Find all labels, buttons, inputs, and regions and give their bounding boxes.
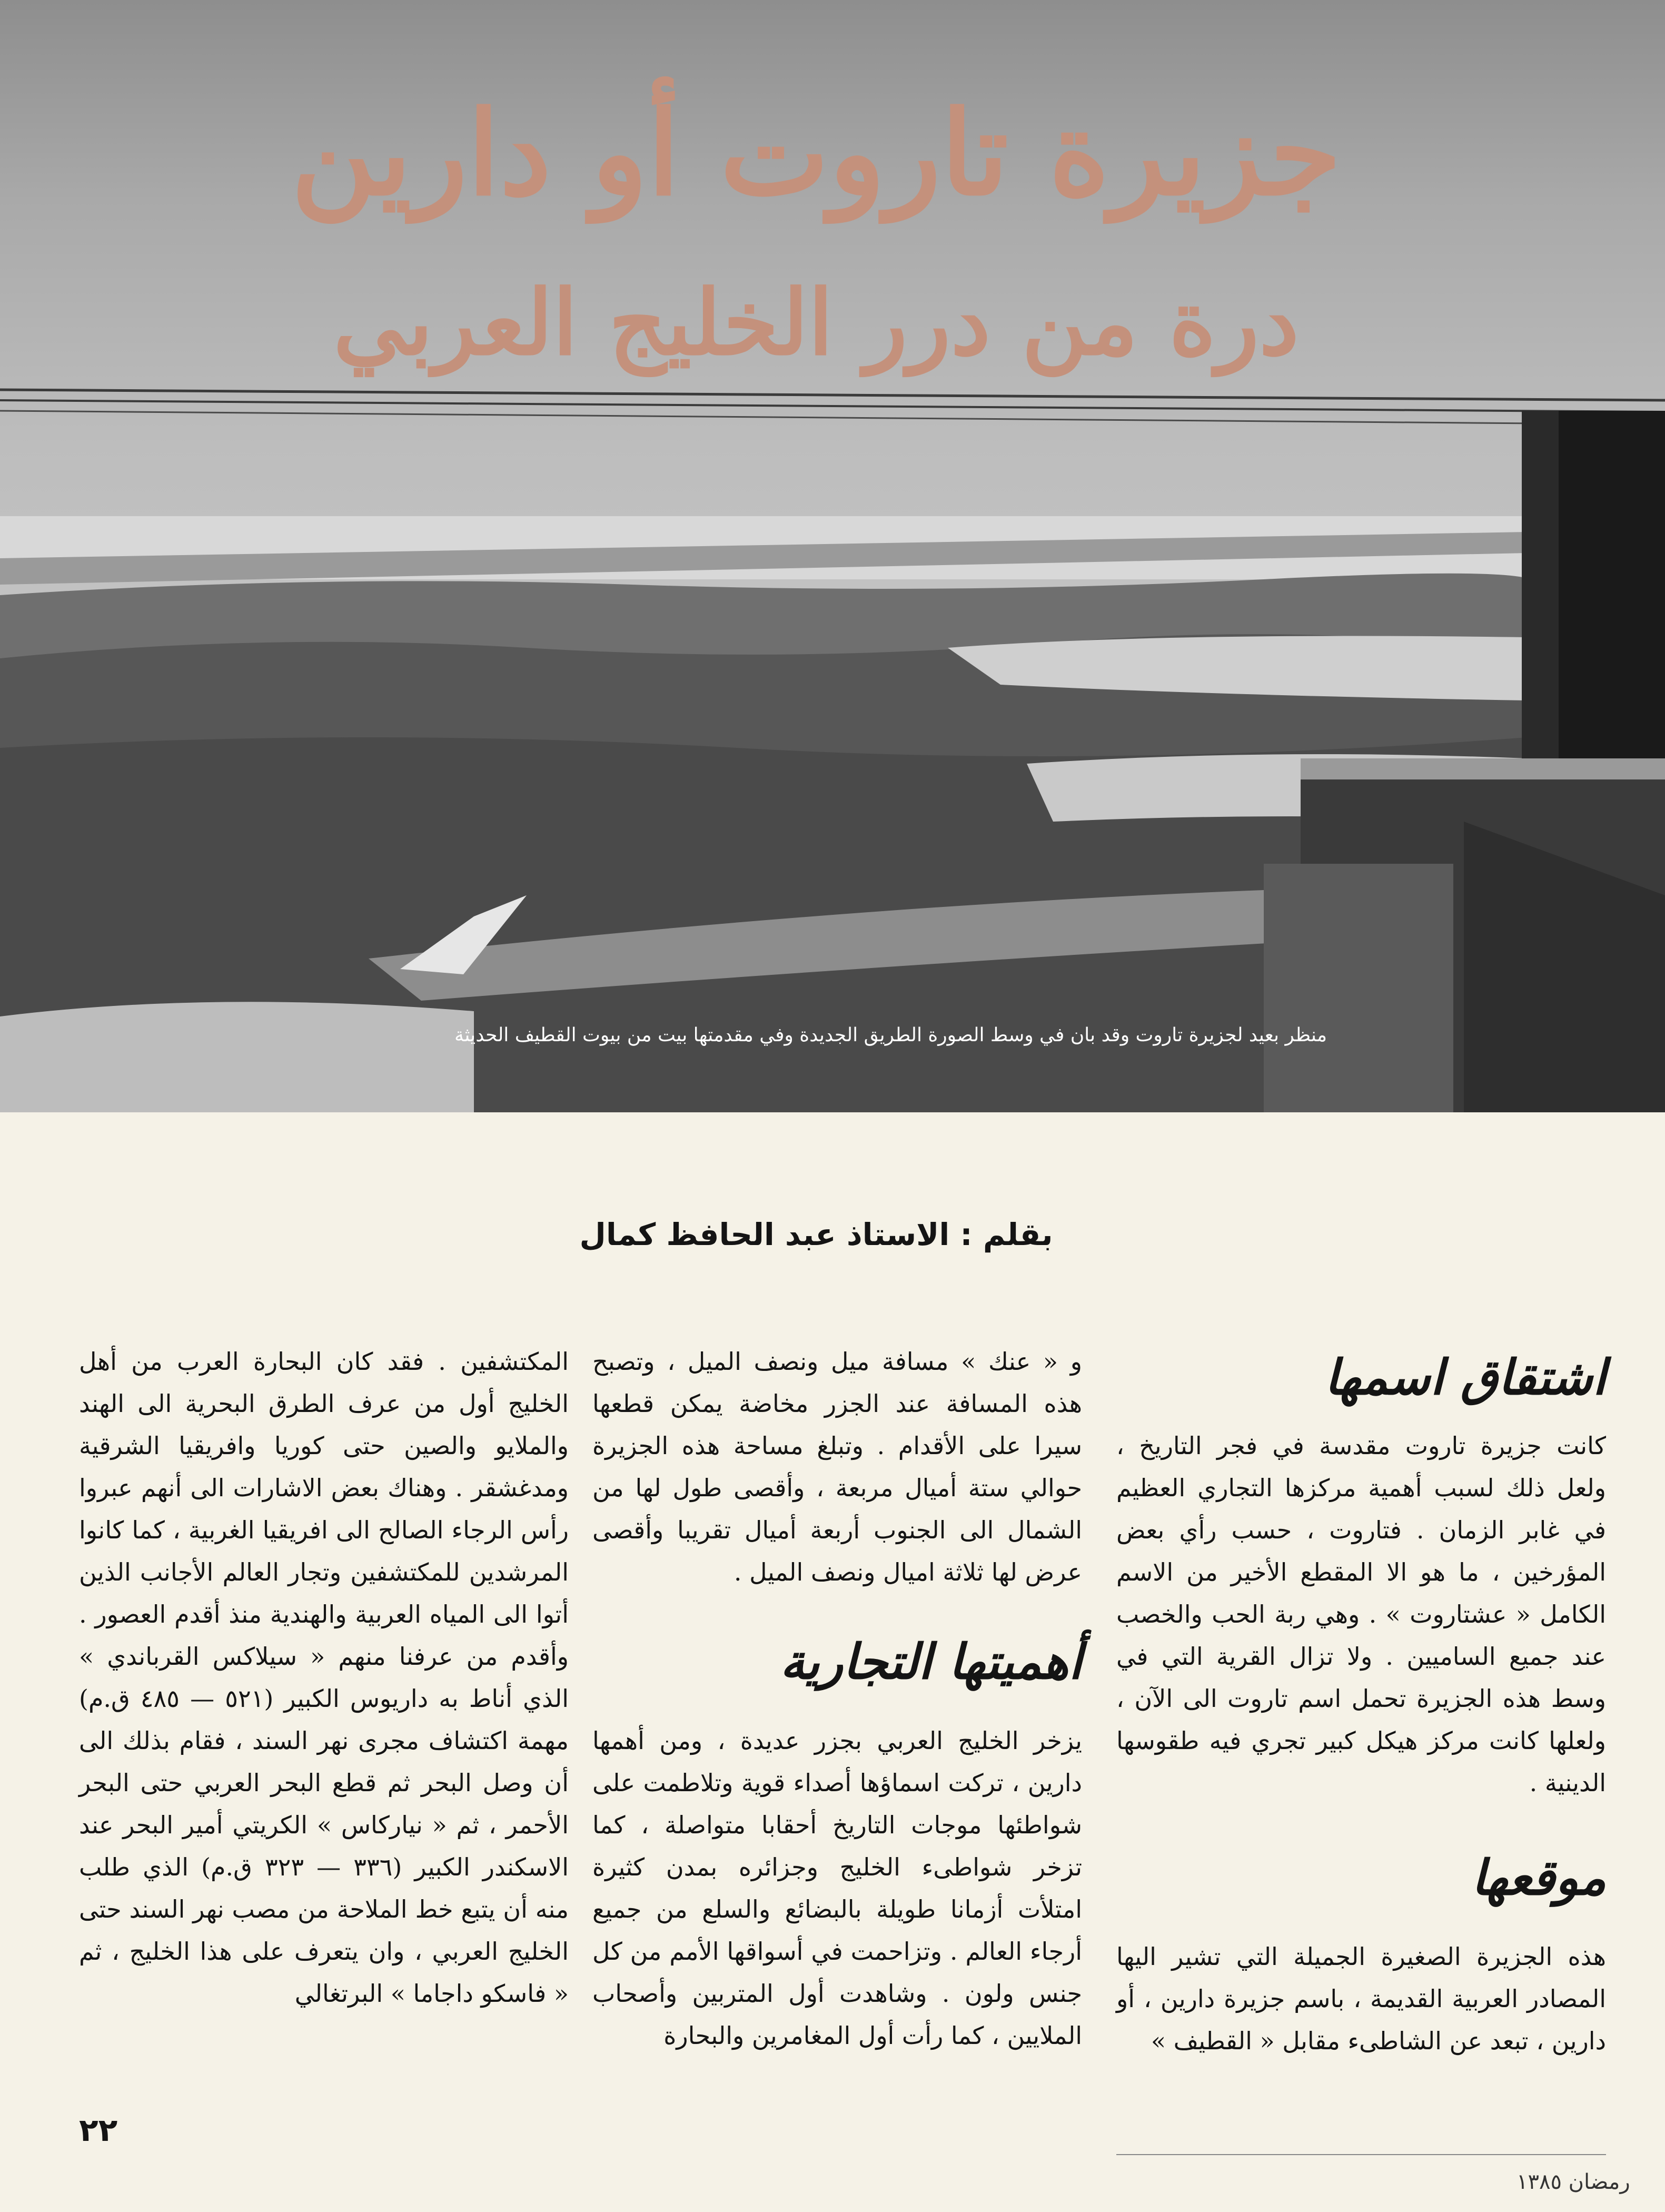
section-heading-trade-importance: أهميتها التجارية [780, 1633, 1082, 1690]
column-middle [592, 1340, 1082, 2057]
page-number: ٢٢ [79, 2112, 118, 2149]
column-left [79, 1340, 569, 2014]
article-subtitle: درة من درر الخليج العربي [333, 270, 1299, 376]
section-heading-location: موقعها [1471, 1849, 1606, 1906]
issue-date: رمضان ١٣٨٥ [1517, 2170, 1630, 2194]
column-right [1116, 1340, 1606, 2062]
author-byline: بقلم : الاستاذ عبد الحافظ كمال [579, 1217, 1053, 1252]
photo-caption: منظر بعيد لجزيرة تاروت وقد بان في وسط الصورة الطريق الجديدة وفي مقدمتها بيت من بيوت القطيف الحديثة [454, 1024, 1327, 1046]
paragraph-explorers: المكتشفين . فقد كان البحارة العرب من أهل الخليج أول من عرف الطرق البحرية الى الهند والملايو والصين حتى كوريا وافريقيا الشرقية ومدغشقر . وهناك بعض الاشارات الى أنهم عبروا رأس الرجاء الصالح الى افريقيا الغربية ، كما كانوا المرشدين للمكتشفين وتجار العالم الأجانب الذين أتوا الى المياه العربية والهندية منذ أقدم العصور . وأقدم من عرفنا منهم « سيلاكس القرباندي » الذي أناط به داريوس الكبير (٥٢١ — ٤٨٥ ق.م) مهمة اكتشاف مجرى نهر السند ، فقام بذلك الى أن وصل البحر ثم قطع البحر العربي حتى البحر الأحمر ، ثم « نياركاس » الكريتي أمير البحر عند الاسكندر الكبير (٣٣٦ — ٣٢٣ ق.م) الذي طلب منه أن يتبع خط الملاحة من مصب نهر السند حتى الخليج العربي ، وان يتعرف على هذا الخليج ، ثم « فاسكو داجاما » البرتغالي [79, 1347, 569, 2008]
paragraph-location: هذه الجزيرة الصغيرة الجميلة التي تشير اليها المصادر العربية القديمة ، باسم جزيرة دارين ، أو دارين ، تبعد عن الشاطىء مقابل « القطيف » [1116, 1942, 1606, 2055]
section-heading-name-origin: اشتقاق اسمها [1324, 1349, 1606, 1406]
paragraph-name-origin: كانت جزيرة تاروت مقدسة في فجر التاريخ ، ولعل ذلك لسبب أهمية مركزها التجاري العظيم في غابر الزمان . فتاروت ، حسب رأي بعض المؤرخين ، ما هو الا المقطع الأخير من الاسم الكامل « عشتاروت » . وهي ربة الحب والخصب عند جميع الساميين . ولا تزال القرية التي في وسط هذه الجزيرة تحمل اسم تاروت الى الآن ، ولعلها كانت مركز هيكل كبير تجري فيه طقوسها الدينية . [1116, 1431, 1606, 1797]
footer-divider [1116, 2154, 1606, 2155]
paragraph-distance: و « عنك » مسافة ميل ونصف الميل ، وتصبح هذه المسافة عند الجزر مخاضة يمكن قطعها سيرا على الأقدام . وتبلغ مساحة هذه الجزيرة حوالي ستة أميال مربعة ، وأقصى طول لها من الشمال الى الجنوب أربعة أميال تقريبا وأقصى عرض لها ثلاثة اميال ونصف الميل . [592, 1347, 1082, 1586]
article-title: جزيرة تاروت أو دارين [291, 85, 1342, 221]
paragraph-trade: يزخر الخليج العربي بجزر عديدة ، ومن أهمها دارين ، تركت اسماؤها أصداء قوية وتلاطمت على شواطئها موجات التاريخ أحقابا متواصلة ، كما تزخر شواطىء الخليج وجزائره بمدن كثيرة امتلأت أزمانا طويلة بالبضائع والسلع من جميع أرجاء العالم . وتزاحمت في أسواقها الأمم من كل جنس ولون . وشاهدت أول المتربين وأصحاب الملايين ، كما رأت أول المغامرين والبحارة [592, 1726, 1082, 2050]
